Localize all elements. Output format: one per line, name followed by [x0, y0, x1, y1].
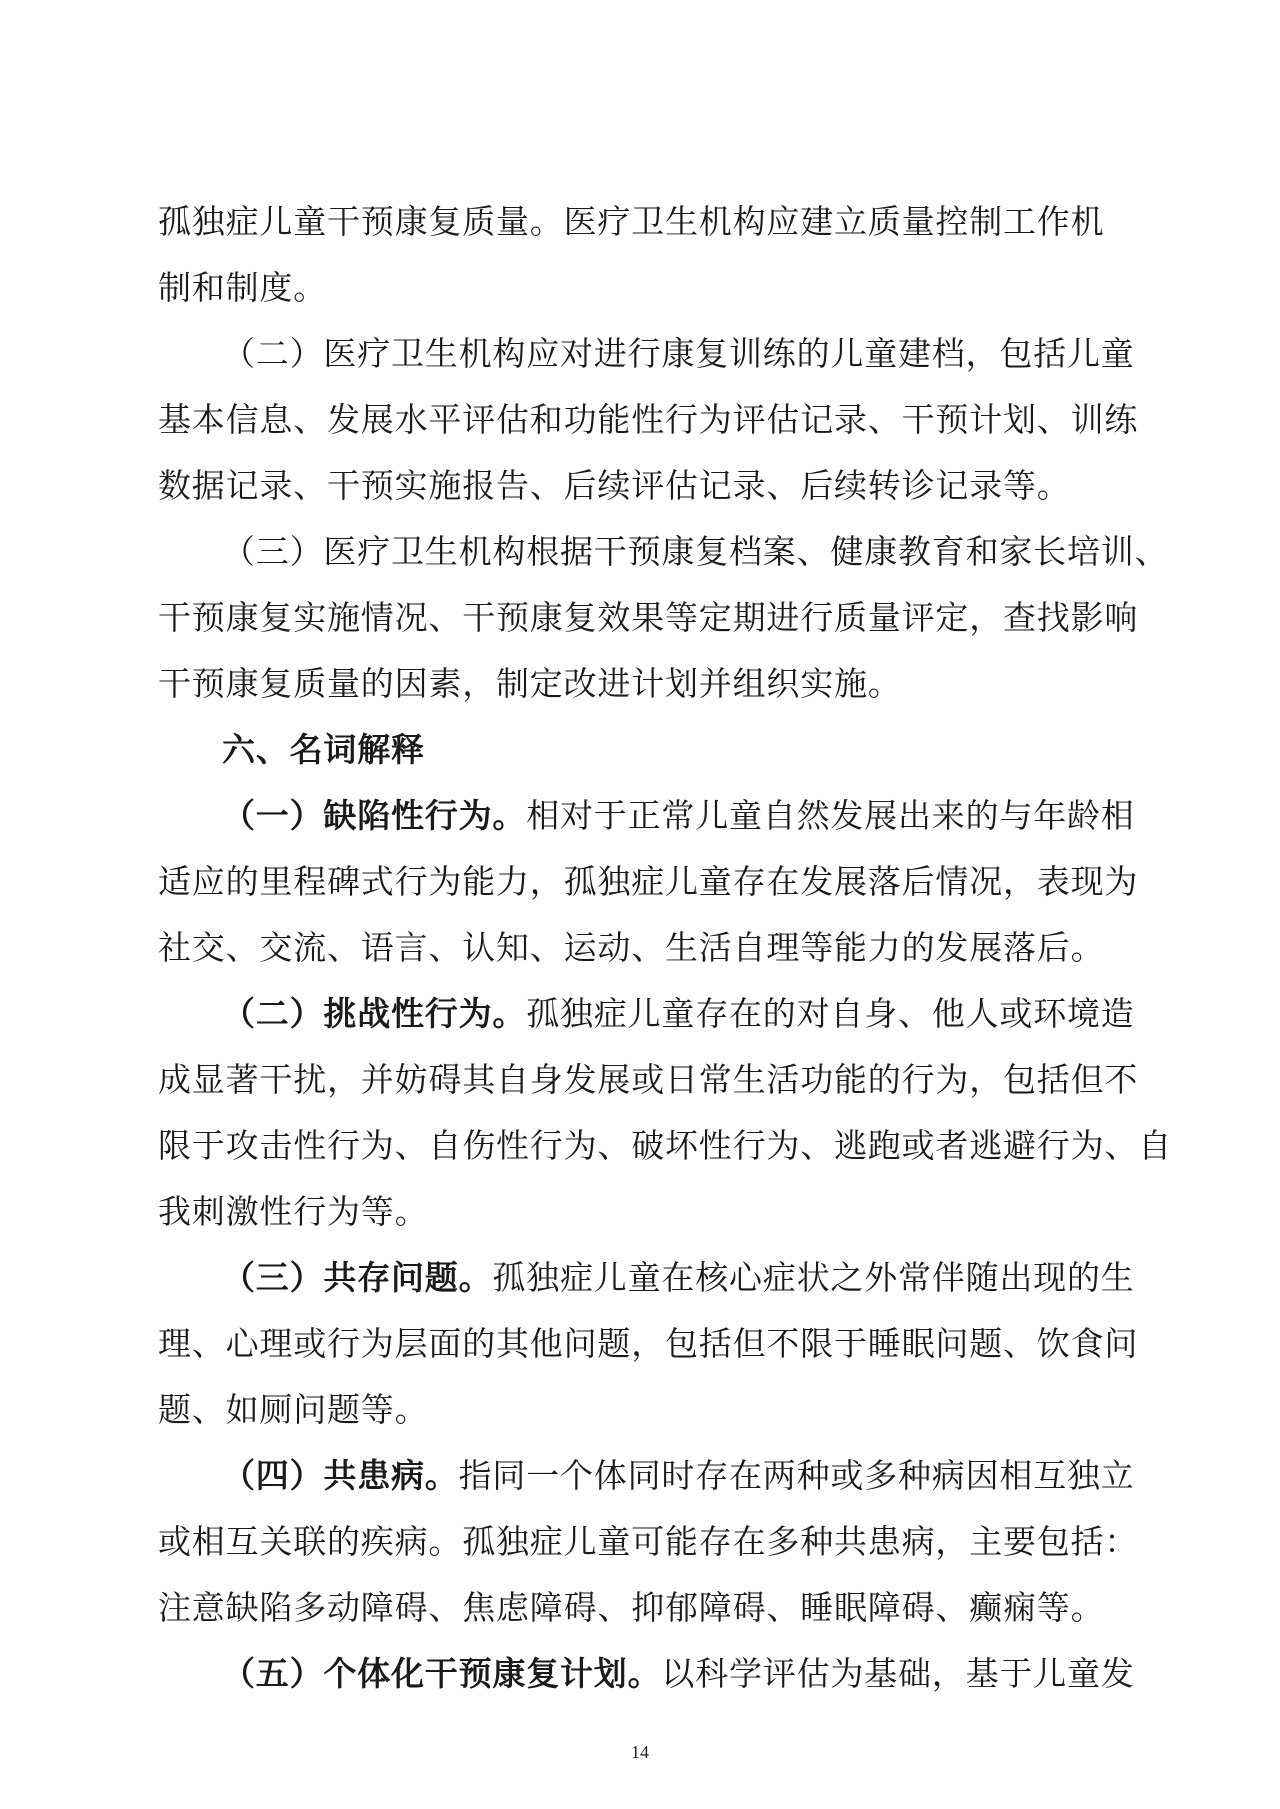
- body-line: （二）医疗卫生机构应对进行康复训练的儿童建档，包括儿童: [222, 334, 1135, 373]
- definition-line: [222, 1258, 1182, 1298]
- body-line: 干预康复实施情况、干预康复效果等定期进行质量评定，查找影响: [158, 598, 1139, 637]
- page-number: 14: [631, 1742, 649, 1762]
- definition-text: 孤独症儿童在核心症状之外常伴随出现的生: [492, 1258, 1135, 1297]
- body-line: （三）医疗卫生机构根据干预康复档案、健康教育和家长培训、: [222, 532, 1169, 571]
- body-line: 社交、交流、语言、认知、运动、生活自理等能力的发展落后。: [158, 928, 1105, 967]
- definition-term: （一）缺陷性行为。: [222, 796, 527, 835]
- body-line: 限于攻击性行为、自伤性行为、破坏性行为、逃跑或者逃避行为、自: [158, 1126, 1172, 1165]
- definition-line: [222, 994, 1182, 1034]
- body-line: 孤独症儿童干预康复质量。医疗卫生机构应建立质量控制工作机: [158, 202, 1105, 241]
- body-line: 制和制度。: [158, 268, 327, 307]
- definition-term: （五）个体化干预康复计划。: [222, 1654, 662, 1693]
- definition-text: 孤独症儿童存在的对自身、他人或环境造: [526, 994, 1135, 1033]
- definition-term: （四）共患病。: [222, 1456, 459, 1495]
- definition-line: [222, 796, 1182, 836]
- body-line: 适应的里程碑式行为能力，孤独症儿童存在发展落后情况，表现为: [158, 862, 1139, 901]
- definition-text: 相对于正常儿童自然发展出来的与年龄相: [526, 796, 1135, 835]
- definition-line: [222, 1456, 1182, 1496]
- body-line: 题、如厕问题等。: [158, 1390, 429, 1429]
- body-line: 我刺激性行为等。: [158, 1192, 429, 1231]
- body-line: 干预康复质量的因素，制定改进计划并组织实施。: [158, 664, 902, 703]
- definition-line: [222, 1654, 1182, 1694]
- body-line: 成显著干扰，并妨碍其自身发展或日常生活功能的行为，包括但不: [158, 1060, 1139, 1099]
- definition-text: 以科学评估为基础，基于儿童发: [661, 1654, 1135, 1693]
- body-line: 或相互关联的疾病。孤独症儿童可能存在多种共患病，主要包括：: [158, 1522, 1139, 1561]
- definition-term: （二）挑战性行为。: [222, 994, 527, 1033]
- definition-term: （三）共存问题。: [222, 1258, 493, 1297]
- body-line: 注意缺陷多动障碍、焦虑障碍、抑郁障碍、睡眠障碍、癫痫等。: [158, 1588, 1105, 1627]
- section-heading: 六、名词解释: [222, 730, 425, 769]
- definition-text: 指同一个体同时存在两种或多种病因相互独立: [458, 1456, 1135, 1495]
- body-line: 数据记录、干预实施报告、后续评估记录、后续转诊记录等。: [158, 466, 1071, 505]
- body-line: 基本信息、发展水平评估和功能性行为评估记录、干预计划、训练: [158, 400, 1139, 439]
- body-line: 理、心理或行为层面的其他问题，包括但不限于睡眠问题、饮食问: [158, 1324, 1139, 1363]
